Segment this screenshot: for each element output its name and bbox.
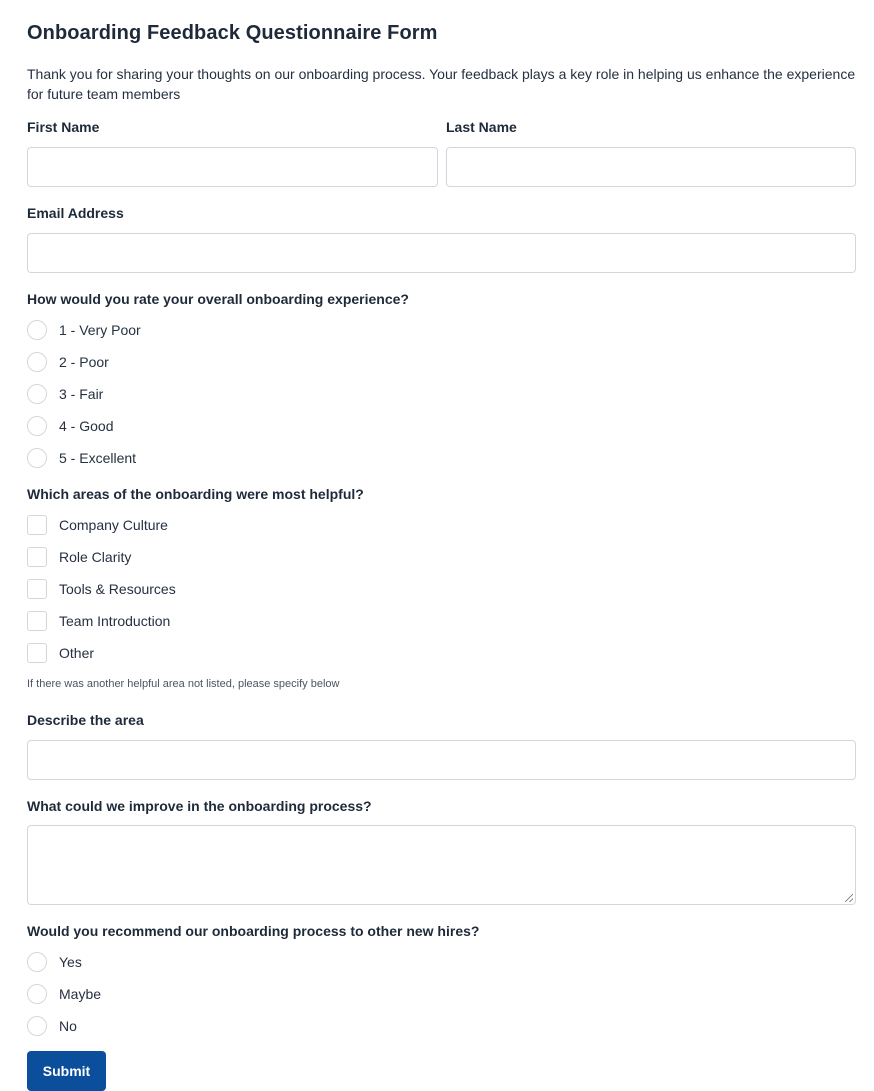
describe-area-label: Describe the area bbox=[27, 712, 144, 728]
recommend-question-group bbox=[27, 922, 856, 1042]
radio-button[interactable] bbox=[27, 320, 47, 340]
rating-question-group bbox=[27, 290, 856, 474]
submit-button[interactable]: Submit bbox=[27, 1051, 106, 1091]
helpful-area-option[interactable] bbox=[27, 509, 856, 541]
recommend-options bbox=[27, 946, 856, 1042]
checkbox[interactable] bbox=[27, 579, 47, 599]
radio-button[interactable] bbox=[27, 352, 47, 372]
helpful-area-label: Other bbox=[59, 645, 95, 661]
recommend-option-label: Maybe bbox=[59, 986, 102, 1002]
radio-button[interactable] bbox=[27, 448, 47, 468]
helpful-area-option[interactable] bbox=[27, 605, 856, 637]
email-group bbox=[27, 204, 856, 273]
rating-option[interactable] bbox=[27, 378, 856, 410]
checkbox[interactable] bbox=[27, 515, 47, 535]
describe-area-input[interactable] bbox=[27, 740, 856, 780]
first-name-group bbox=[27, 118, 438, 187]
helpful-area-label: Team Introduction bbox=[59, 613, 171, 629]
rating-option-label: 3 - Fair bbox=[59, 386, 104, 402]
rating-option-label: 5 - Excellent bbox=[59, 450, 137, 466]
last-name-input[interactable] bbox=[446, 147, 856, 187]
improve-label: What could we improve in the onboarding process? bbox=[27, 798, 372, 814]
rating-option[interactable] bbox=[27, 314, 856, 346]
describe-area-group bbox=[27, 711, 856, 780]
helpful-areas-group bbox=[27, 485, 856, 691]
recommend-option-label: Yes bbox=[59, 954, 82, 970]
checkbox[interactable] bbox=[27, 611, 47, 631]
checkbox[interactable] bbox=[27, 547, 47, 567]
helpful-areas-hint: If there was another helpful area not listed, please specify below bbox=[27, 678, 340, 690]
form-intro: Thank you for sharing your thoughts on our onboarding process. Your feedback plays a key role in helping us enhance the experience for future team members bbox=[27, 66, 856, 102]
helpful-area-label: Company Culture bbox=[59, 517, 168, 533]
radio-button[interactable] bbox=[27, 416, 47, 436]
helpful-areas-options bbox=[27, 509, 856, 669]
recommend-option[interactable] bbox=[27, 946, 856, 978]
form-title: Onboarding Feedback Questionnaire Form bbox=[27, 22, 438, 44]
rating-option-label: 1 - Very Poor bbox=[59, 322, 141, 338]
rating-option[interactable] bbox=[27, 410, 856, 442]
checkbox[interactable] bbox=[27, 643, 47, 663]
recommend-option[interactable] bbox=[27, 978, 856, 1010]
helpful-area-label: Tools & Resources bbox=[59, 581, 176, 597]
helpful-area-option[interactable] bbox=[27, 573, 856, 605]
rating-option-label: 4 - Good bbox=[59, 418, 114, 434]
last-name-label: Last Name bbox=[446, 119, 517, 135]
helpful-area-label: Role Clarity bbox=[59, 549, 132, 565]
helpful-areas-label: Which areas of the onboarding were most helpful? bbox=[27, 486, 364, 502]
rating-option[interactable] bbox=[27, 442, 856, 474]
radio-button[interactable] bbox=[27, 952, 47, 972]
helpful-area-option[interactable] bbox=[27, 541, 856, 573]
rating-option[interactable] bbox=[27, 346, 856, 378]
rating-options bbox=[27, 314, 856, 474]
email-label: Email Address bbox=[27, 205, 124, 221]
radio-button[interactable] bbox=[27, 984, 47, 1004]
email-input[interactable] bbox=[27, 233, 856, 273]
radio-button[interactable] bbox=[27, 384, 47, 404]
radio-button[interactable] bbox=[27, 1016, 47, 1036]
improve-textarea[interactable] bbox=[27, 825, 856, 905]
rating-question-label: How would you rate your overall onboarding experience? bbox=[27, 291, 409, 307]
recommend-question-label: Would you recommend our onboarding process to other new hires? bbox=[27, 923, 480, 939]
helpful-area-option[interactable] bbox=[27, 637, 856, 669]
last-name-group bbox=[446, 118, 856, 187]
rating-option-label: 2 - Poor bbox=[59, 354, 109, 370]
resize-handle-icon[interactable] bbox=[845, 894, 853, 902]
improve-group bbox=[27, 797, 856, 905]
first-name-label: First Name bbox=[27, 119, 100, 135]
recommend-option-label: No bbox=[59, 1018, 77, 1034]
name-row bbox=[27, 118, 856, 187]
recommend-option[interactable] bbox=[27, 1010, 856, 1042]
first-name-input[interactable] bbox=[27, 147, 438, 187]
